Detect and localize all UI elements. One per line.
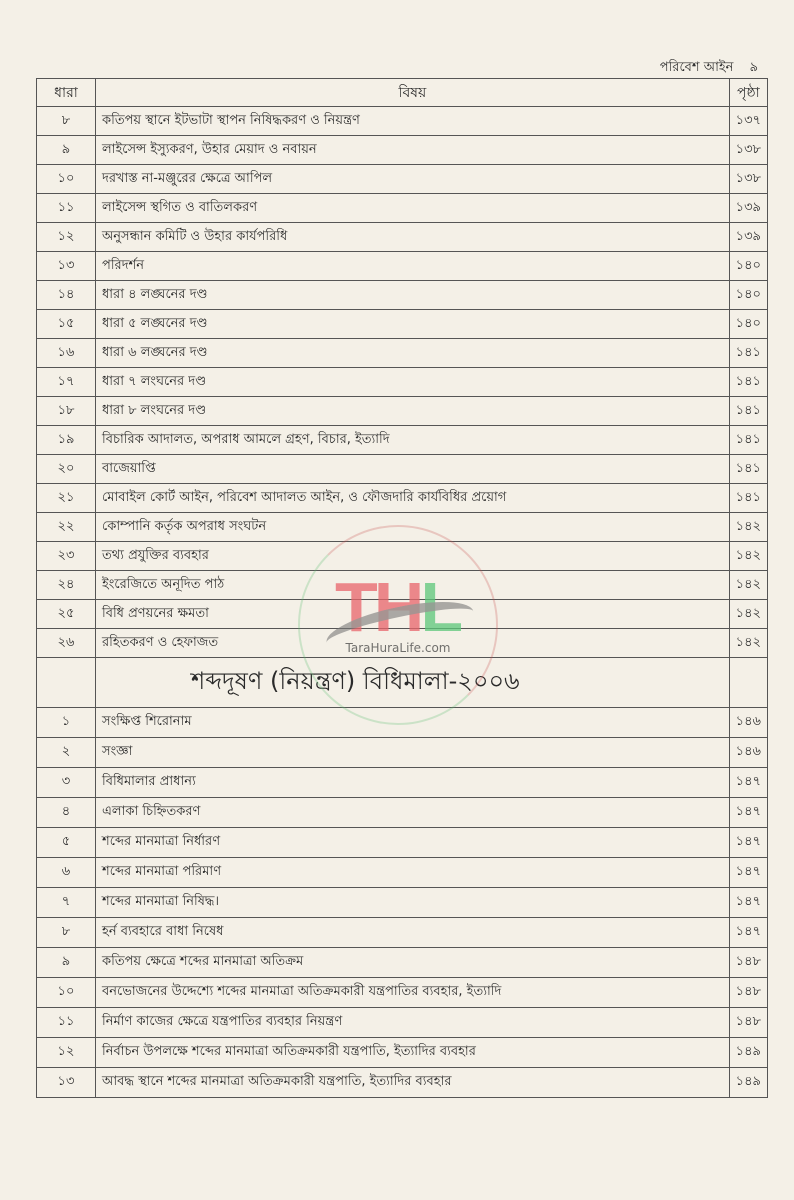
section-number: ২৫	[37, 600, 96, 629]
page-number-cell: ১৪১	[729, 426, 767, 455]
page-number-cell: ১৪৮	[729, 978, 767, 1008]
section-number: ১০	[37, 978, 96, 1008]
section-number: ১৮	[37, 397, 96, 426]
section-number: ১৬	[37, 339, 96, 368]
subject-text: ধারা ৭ লংঘনের দণ্ড	[96, 368, 730, 397]
page-number-cell: ১৪২	[729, 513, 767, 542]
page-number-cell: ১৪৭	[729, 858, 767, 888]
page-number-cell: ১৪২	[729, 571, 767, 600]
subject-text: বিচারিক আদালত, অপরাধ আমলে গ্রহণ, বিচার, ইত্যাদি	[96, 426, 730, 455]
page-number: ৯	[749, 60, 758, 75]
subject-text: কতিপয় স্থানে ইটভাটা স্থাপন নিষিদ্ধকরণ ও নিয়ন্ত্রণ	[96, 107, 730, 136]
section-number: ৫	[37, 828, 96, 858]
page-number-cell: ১৪৭	[729, 828, 767, 858]
running-head	[648, 58, 758, 79]
page-number-cell: ১৪১	[729, 455, 767, 484]
page-number-cell: ১৪৭	[729, 918, 767, 948]
table-row	[37, 1038, 768, 1068]
subject-text: অনুসন্ধান কমিটি ও উহার কার্যপরিধি	[96, 223, 730, 252]
table-row	[37, 858, 768, 888]
subject-text: শব্দের মানমাত্রা পরিমাণ	[96, 858, 730, 888]
page-number-cell: ১৪৭	[729, 888, 767, 918]
subject-text: ইংরেজিতে অনূদিত পাঠ	[96, 571, 730, 600]
page-number-cell: ১৪১	[729, 339, 767, 368]
subject-text: ধারা ৫ লঙ্ঘনের দণ্ড	[96, 310, 730, 339]
table-row	[37, 828, 768, 858]
page-number-cell: ১৪৯	[729, 1068, 767, 1098]
page-number-cell: ১৪৭	[729, 798, 767, 828]
table-row	[37, 107, 768, 136]
subject-text: পরিদর্শন	[96, 252, 730, 281]
subject-text: বিধি প্রণয়নের ক্ষমতা	[96, 600, 730, 629]
subject-text: বনভোজনের উদ্দেশ্যে শব্দের মানমাত্রা অতিক্রমকারী যন্ত্রপাতির ব্যবহার, ইত্যাদি	[96, 978, 730, 1008]
table-header-row	[37, 79, 768, 107]
section-number: ১৩	[37, 1068, 96, 1098]
table-row	[37, 484, 768, 513]
page-number-cell: ১৩৮	[729, 136, 767, 165]
header-subject: বিষয়	[96, 79, 730, 107]
subject-text: বাজেয়াপ্তি	[96, 455, 730, 484]
page-number-cell: ১৩৯	[729, 223, 767, 252]
running-head-title: পরিবেশ আইন	[659, 60, 734, 75]
table-body-part2	[37, 708, 768, 1098]
section-number: ২১	[37, 484, 96, 513]
subject-text: আবদ্ধ স্থানে শব্দের মানমাত্রা অতিক্রমকারী যন্ত্রপাতি, ইত্যাদির ব্যবহার	[96, 1068, 730, 1098]
section-number: ১১	[37, 194, 96, 223]
watermark-logo	[298, 525, 498, 725]
section-number: ২	[37, 738, 96, 768]
subject-text: এলাকা চিহ্নিতকরণ	[96, 798, 730, 828]
page-number-cell: ১৪০	[729, 281, 767, 310]
section-number: ৯	[37, 136, 96, 165]
subject-text: লাইসেন্স ইস্যুকরণ, উহার মেয়াদ ও নবায়ন	[96, 136, 730, 165]
section-number: ৪	[37, 798, 96, 828]
table-row	[37, 368, 768, 397]
subject-text: শব্দের মানমাত্রা নির্ধারণ	[96, 828, 730, 858]
subject-text: ধারা ৪ লঙ্ঘনের দণ্ড	[96, 281, 730, 310]
section-number: ৮	[37, 918, 96, 948]
page-number-cell: ১৪৯	[729, 1038, 767, 1068]
subject-text: সংজ্ঞা	[96, 738, 730, 768]
section-number: ১৩	[37, 252, 96, 281]
table-row	[37, 252, 768, 281]
watermark-letters: THL	[335, 568, 460, 646]
header-page: পৃষ্ঠা	[729, 79, 767, 107]
subject-text: কোম্পানি কর্তৃক অপরাধ সংঘটন	[96, 513, 730, 542]
page-number-cell: ১৪৬	[729, 708, 767, 738]
subject-text: ধারা ৬ লঙ্ঘনের দণ্ড	[96, 339, 730, 368]
section-heading: শব্দদূষণ (নিয়ন্ত্রণ) বিধিমালা-২০০৬	[96, 658, 730, 708]
page-number-cell: ১৩৮	[729, 165, 767, 194]
page-number-cell: ১৪৮	[729, 948, 767, 978]
section-number: ১	[37, 708, 96, 738]
page-number-cell: ১৪৮	[729, 1008, 767, 1038]
page-number-cell: ১৪১	[729, 368, 767, 397]
table-row	[37, 738, 768, 768]
section-number: ১৭	[37, 368, 96, 397]
subject-text: বিধিমালার প্রাধান্য	[96, 768, 730, 798]
section-number: ১২	[37, 1038, 96, 1068]
page-number-cell: ১৪২	[729, 629, 767, 658]
table-row	[37, 455, 768, 484]
table-row	[37, 397, 768, 426]
subject-text: কতিপয় ক্ষেত্রে শব্দের মানমাত্রা অতিক্রম	[96, 948, 730, 978]
subject-text: হর্ন ব্যবহারে বাধা নিষেধ	[96, 918, 730, 948]
header-section: ধারা	[37, 79, 96, 107]
table-row	[37, 768, 768, 798]
page-number-cell: ১৩৯	[729, 194, 767, 223]
table-row	[37, 798, 768, 828]
section-number: ২৬	[37, 629, 96, 658]
table-row	[37, 165, 768, 194]
section-number: ১১	[37, 1008, 96, 1038]
subject-text: ধারা ৮ লংঘনের দণ্ড	[96, 397, 730, 426]
section-number: ২২	[37, 513, 96, 542]
section-number: ২৪	[37, 571, 96, 600]
section-number: ১৫	[37, 310, 96, 339]
section-number: ৩	[37, 768, 96, 798]
subject-text: লাইসেন্স স্থগিত ও বাতিলকরণ	[96, 194, 730, 223]
table-row	[37, 194, 768, 223]
subject-text: মোবাইল কোর্ট আইন, পরিবেশ আদালত আইন, ও ফৌজদারি কার্যবিধির প্রয়োগ	[96, 484, 730, 513]
subject-text: রহিতকরণ ও হেফাজত	[96, 629, 730, 658]
page-number-cell: ১৪১	[729, 397, 767, 426]
table-row	[37, 918, 768, 948]
page-number-cell: ১৪৭	[729, 768, 767, 798]
section-number: ৬	[37, 858, 96, 888]
page-number-cell: ১৪০	[729, 310, 767, 339]
section-number: ৭	[37, 888, 96, 918]
page-number-cell: ১৪২	[729, 600, 767, 629]
page-number-cell: ১৪১	[729, 484, 767, 513]
subject-text: তথ্য প্রযুক্তির ব্যবহার	[96, 542, 730, 571]
table-row	[37, 948, 768, 978]
page-number-cell: ১৪০	[729, 252, 767, 281]
table-row	[37, 426, 768, 455]
table-row	[37, 1008, 768, 1038]
subject-text: সংক্ষিপ্ত শিরোনাম	[96, 708, 730, 738]
page-number-cell: ১৩৭	[729, 107, 767, 136]
table-row	[37, 281, 768, 310]
page-number-cell: ১৪২	[729, 542, 767, 571]
section-number: ১২	[37, 223, 96, 252]
section-number: ২০	[37, 455, 96, 484]
subject-text: দরখাস্ত না-মঞ্জুরের ক্ষেত্রে আপিল	[96, 165, 730, 194]
table-row	[37, 310, 768, 339]
subject-text: নির্মাণ কাজের ক্ষেত্রে যন্ত্রপাতির ব্যবহার নিয়ন্ত্রণ	[96, 1008, 730, 1038]
table-row	[37, 136, 768, 165]
page-number-cell: ১৪৬	[729, 738, 767, 768]
section-number: ১৪	[37, 281, 96, 310]
section-number: ২৩	[37, 542, 96, 571]
table-row	[37, 1068, 768, 1098]
table-row	[37, 978, 768, 1008]
section-number: ১০	[37, 165, 96, 194]
section-number: ৯	[37, 948, 96, 978]
table-row	[37, 888, 768, 918]
table-row	[37, 223, 768, 252]
section-number: ৮	[37, 107, 96, 136]
subject-text: নির্বাচন উপলক্ষে শব্দের মানমাত্রা অতিক্রমকারী যন্ত্রপাতি, ইত্যাদির ব্যবহার	[96, 1038, 730, 1068]
section-number: ১৯	[37, 426, 96, 455]
table-row	[37, 339, 768, 368]
watermark-site: TaraHuraLife.com	[345, 641, 451, 655]
subject-text: শব্দের মানমাত্রা নিষিদ্ধ।	[96, 888, 730, 918]
